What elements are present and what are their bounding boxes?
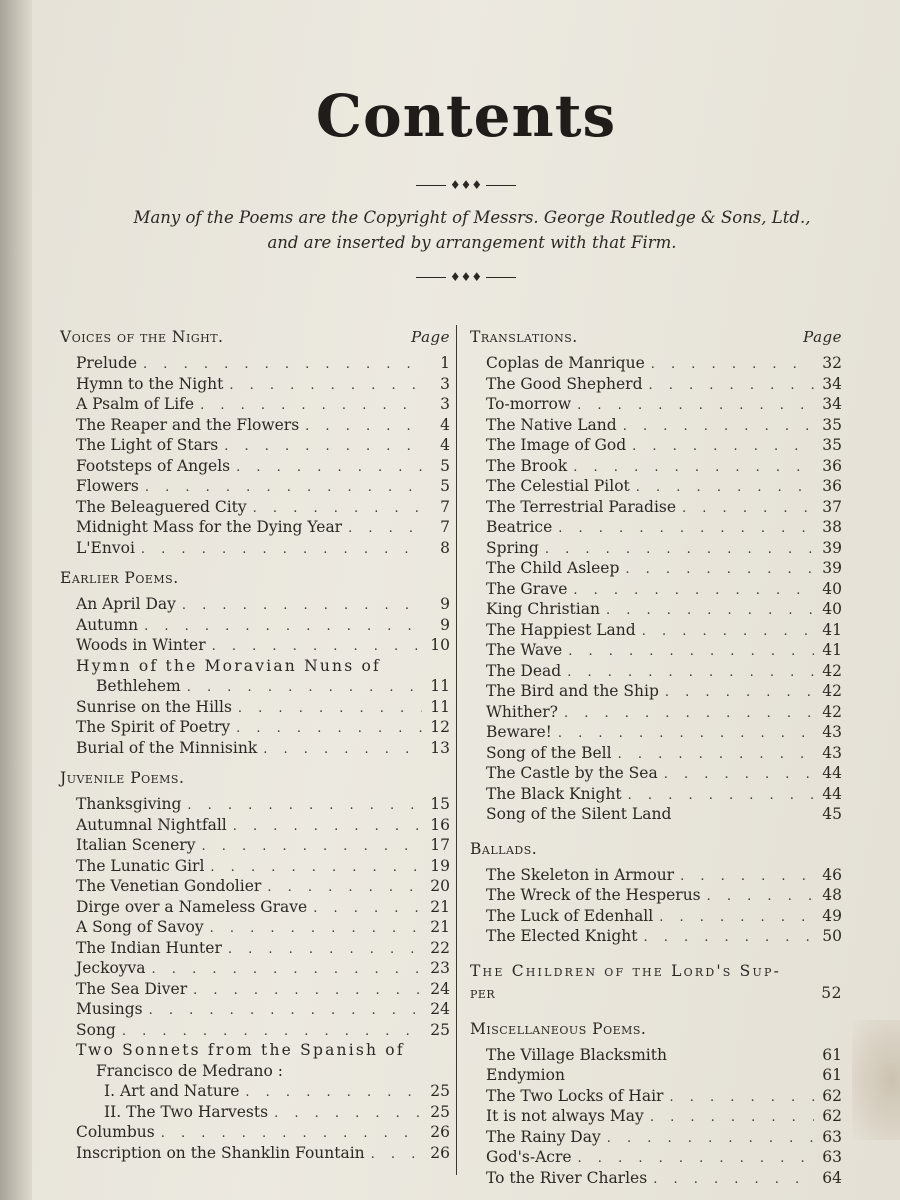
paper-stain [852,1020,900,1140]
toc-entry[interactable]: The Celestial Pilot . . . 36 [470,477,842,498]
toc-entry[interactable]: The Brook . . . 36 [470,457,842,478]
toc-entry[interactable]: Sunrise on the Hills . . . 11 [60,698,450,719]
section-title: Miscellaneous Poems. [470,1019,647,1038]
toc-entry[interactable]: Inscription on the Shanklin Fountain . . . 26 [60,1144,450,1165]
toc-sub-entry[interactable]: I. Art and Nature . . . 25 [60,1082,450,1103]
toc-entry[interactable]: The Elected Knight . . . 50 [470,927,842,948]
toc-entry[interactable]: Prelude . . . 1 [60,354,450,375]
toc-entry[interactable]: An April Day . . . 9 [60,595,450,616]
column-divider [456,325,457,1175]
toc-entry[interactable]: The Skeleton in Armour . . . 46 [470,866,842,887]
toc-entry[interactable]: The Light of Stars . . . 4 [60,436,450,457]
toc-entry[interactable]: Autumnal Nightfall . . . 16 [60,816,450,837]
section-heading-supper-continuation[interactable] [470,984,842,1010]
toc-entry[interactable]: The Beleaguered City . . . 7 [60,498,450,519]
right-column [470,328,842,1189]
toc-entry[interactable]: The Castle by the Sea . . . 44 [470,764,842,785]
toc-entry[interactable]: Thanksgiving . . . 15 [60,795,450,816]
toc-entry[interactable]: To-morrow . . . 34 [470,395,842,416]
section-title: Earlier Poems. [60,569,179,587]
contents-page [32,0,900,1200]
copyright-note [72,205,872,255]
toc-entry[interactable]: The Happiest Land . . . 41 [470,621,842,642]
toc-entry[interactable]: The Wreck of the Hesperus . . . 48 [470,886,842,907]
toc-entry[interactable]: Coplas de Manrique . . . 32 [470,354,842,375]
copyright-note-line: and are inserted by arrangement with that Firm. [267,233,677,252]
toc-entry[interactable]: The Bird and the Ship . . . 42 [470,682,842,703]
toc-entry[interactable]: The Terrestrial Paradise . . . 37 [470,498,842,519]
page-title: Contents [315,82,617,150]
toc-entry[interactable]: The Dead . . . 42 [470,662,842,683]
toc-entry[interactable]: Dirge over a Nameless Grave . . . 21 [60,898,450,919]
toc-entry[interactable]: Hymn of the Moravian Nuns of [76,656,381,675]
copyright-note-line: Many of the Poems are the Copyright of Messrs. George Routledge & Sons, Ltd., [133,208,811,227]
toc-entry[interactable]: The Good Shepherd . . . 34 [470,375,842,396]
toc-entry[interactable]: Song . . . 25 [60,1021,450,1042]
toc-entry-continuation[interactable]: Francisco de Medrano : [96,1061,284,1080]
toc-entry[interactable]: Midnight Mass for the Dying Year . . . 7 [60,518,450,539]
section-heading-translations [470,328,842,354]
toc-entry[interactable]: Flowers . . . 5 [60,477,450,498]
section-heading-ballads [470,840,842,866]
toc-sub-entry[interactable]: II. The Two Harvests . . . 25 [60,1103,450,1124]
toc-entry[interactable]: Spring . . . 39 [470,539,842,560]
section-title: Translations. [470,328,578,346]
toc-entry[interactable]: The Sea Diver . . . 24 [60,980,450,1001]
book-gutter [0,0,32,1200]
toc-entry[interactable]: Whither? . . . 42 [470,703,842,724]
toc-entry[interactable]: Musings . . . 24 [60,1000,450,1021]
toc-entry[interactable]: Hymn to the Night . . . 3 [60,375,450,396]
toc-entry[interactable]: A Psalm of Life . . . 3 [60,395,450,416]
toc-entry[interactable]: It is not always May . . . 62 [470,1107,842,1128]
toc-entry[interactable]: Woods in Winter . . . 10 [60,636,450,657]
toc-entry[interactable]: Song of the Silent Land 45 [486,805,842,823]
section-page-number: 52 [821,983,842,1002]
section-title: The Children of the Lord's Sup- [470,961,782,980]
section-title: Voices of the Night. [60,328,224,346]
toc-entry[interactable]: The Indian Hunter . . . 22 [60,939,450,960]
toc-entry[interactable]: The Child Asleep . . . 39 [470,559,842,580]
toc-entry[interactable]: Burial of the Minnisink . . . 13 [60,739,450,760]
ornament-divider: ♦♦♦ [32,178,900,192]
section-heading-supper[interactable] [470,962,842,984]
section-heading-juvenile [60,769,450,795]
toc-entry[interactable]: Jeckoyva . . . 23 [60,959,450,980]
toc-entry[interactable]: The Two Locks of Hair . . . 62 [470,1087,842,1108]
toc-entry[interactable]: Columbus . . . 26 [60,1123,450,1144]
section-title: Ballads. [470,839,538,858]
toc-entry-continuation[interactable]: Bethlehem . . . 11 [60,677,450,698]
toc-entry[interactable]: God's-Acre . . . 63 [470,1148,842,1169]
toc-entry[interactable]: The Wave . . . 41 [470,641,842,662]
toc-entry[interactable]: The Village Blacksmith 61 [486,1045,842,1064]
toc-entry[interactable]: The Black Knight . . . 44 [470,785,842,806]
toc-entry[interactable]: Autumn . . . 9 [60,616,450,637]
page-column-label: Page [803,328,842,346]
toc-entry[interactable]: Footsteps of Angels . . . 5 [60,457,450,478]
section-title: per [470,983,496,1002]
toc-entry[interactable]: King Christian . . . 40 [470,600,842,621]
toc-entry[interactable]: Beware! . . . 43 [470,723,842,744]
toc-entry[interactable]: Beatrice . . . 38 [470,518,842,539]
toc-entry[interactable]: Two Sonnets from the Spanish of [76,1041,405,1059]
toc-entry[interactable]: L'Envoi . . . 8 [60,539,450,560]
toc-entry[interactable]: The Grave . . . 40 [470,580,842,601]
toc-entry[interactable]: To the River Charles . . . 64 [470,1169,842,1190]
section-heading-voices [60,328,450,354]
toc-entry[interactable]: Italian Scenery . . . 17 [60,836,450,857]
toc-entry[interactable]: The Reaper and the Flowers . . . 4 [60,416,450,437]
toc-entry[interactable]: The Rainy Day . . . 63 [470,1128,842,1149]
toc-entry[interactable]: Song of the Bell . . . 43 [470,744,842,765]
section-title: Juvenile Poems. [60,769,185,787]
toc-entry[interactable]: The Native Land . . . 35 [470,416,842,437]
left-column [60,328,450,1164]
page-column-label: Page [411,328,450,346]
ornament-divider: ♦♦♦ [32,270,900,284]
toc-entry[interactable]: A Song of Savoy . . . 21 [60,918,450,939]
section-heading-misc [470,1020,842,1046]
toc-entry[interactable]: The Image of God . . . 35 [470,436,842,457]
toc-entry[interactable]: The Spirit of Poetry . . . 12 [60,718,450,739]
section-heading-earlier [60,569,450,595]
toc-entry[interactable]: The Venetian Gondolier . . . 20 [60,877,450,898]
toc-entry[interactable]: The Lunatic Girl . . . 19 [60,857,450,878]
toc-entry[interactable]: The Luck of Edenhall . . . 49 [470,907,842,928]
toc-entry[interactable]: Endymion 61 [486,1066,842,1084]
